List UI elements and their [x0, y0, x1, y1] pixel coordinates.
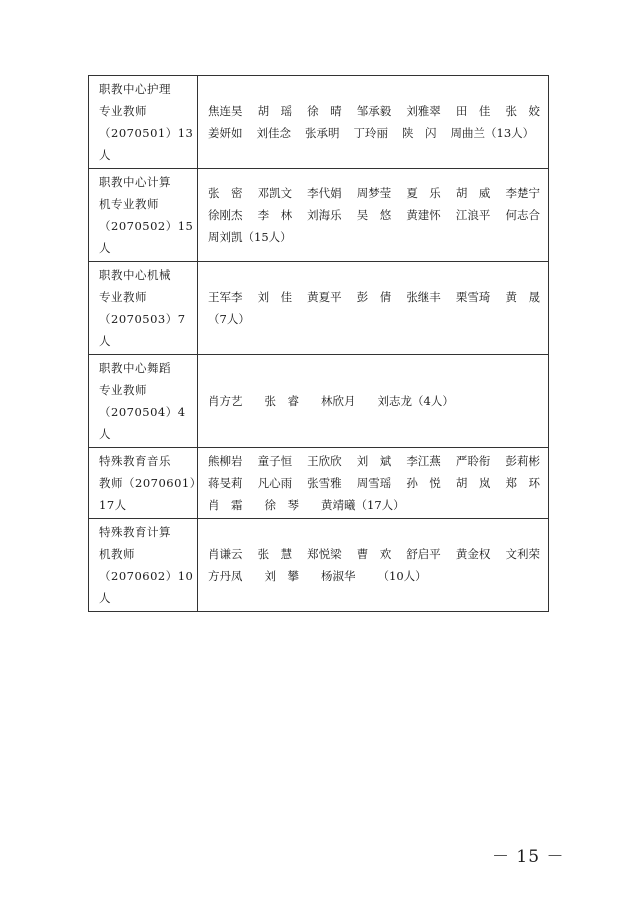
names-line [208, 286, 540, 308]
teacher-name: 郑 环 [505, 476, 540, 490]
table-row [89, 76, 549, 169]
names-line [208, 204, 540, 226]
table-row [89, 448, 549, 519]
position-text-line: 人 [99, 334, 111, 348]
teacher-name: 刘海乐 [307, 208, 342, 222]
names-line [208, 543, 540, 565]
position-cell [89, 76, 198, 169]
teacher-name: 徐 晴 [307, 104, 342, 118]
names-cell [198, 262, 549, 355]
position-text-line: 机教师 [99, 547, 135, 561]
teacher-name: 黄 晟 [505, 290, 540, 304]
teacher-name: 周雪瑶 [356, 476, 392, 490]
teacher-name: 肖谦云 [208, 547, 243, 561]
position-text-line: 人 [99, 148, 111, 162]
teacher-name: 文利荣 [505, 547, 540, 561]
teacher-name: 刘 攀 [264, 569, 299, 583]
teacher-name: 张继丰 [406, 290, 441, 304]
position-cell [89, 448, 202, 519]
teacher-name: 陕 闪 [402, 126, 437, 140]
position-text-line: 17人 [99, 498, 127, 512]
names-cell [198, 76, 549, 169]
teacher-name: 刘 佳 [257, 290, 293, 304]
teacher-name: 林欣月 [321, 394, 356, 408]
teacher-name: （7人） [208, 312, 250, 326]
teacher-name: 严聆衔 [455, 454, 491, 468]
teacher-name: 田 佳 [455, 104, 491, 118]
teacher-name: 孙 悦 [406, 476, 441, 490]
position-text-line: 人 [99, 241, 111, 255]
names-line [208, 494, 540, 516]
position-text-line: 人 [99, 591, 111, 605]
position-text-line: 机专业教师 [99, 197, 159, 211]
teacher-name: 黄金权 [455, 547, 491, 561]
names-cell [198, 355, 549, 448]
teacher-name: 张承明 [305, 126, 340, 140]
position-text-line: （2070503）7 [99, 312, 186, 326]
teacher-name: 丁玲丽 [353, 126, 388, 140]
teacher-name: 江浪平 [455, 208, 491, 222]
position-text-line: 专业教师 [99, 290, 147, 304]
teacher-name: 方丹凤 [208, 569, 243, 583]
position-text-line: 特殊教育音乐 [99, 454, 171, 468]
teacher-name: 夏 乐 [406, 186, 441, 200]
teacher-name: 黄夏平 [307, 290, 342, 304]
names-line [208, 100, 540, 122]
teacher-name: 胡 瑶 [257, 104, 293, 118]
teacher-name: 胡 威 [455, 186, 491, 200]
teacher-name: 栗雪琦 [455, 290, 491, 304]
teacher-name: 郑悦梁 [307, 547, 342, 561]
position-text-line: （2070602）10 [99, 569, 194, 583]
teacher-name: 熊柳岩 [208, 454, 243, 468]
teacher-name: 张 姣 [505, 104, 540, 118]
teacher-name: 张雪雅 [307, 476, 342, 490]
teacher-name: 胡 岚 [455, 476, 491, 490]
position-text-line: 特殊教育计算 [99, 525, 171, 539]
teacher-name: （10人） [377, 569, 427, 583]
teacher-name: 姜妍如 [208, 126, 243, 140]
teacher-name: 邹承毅 [356, 104, 392, 118]
teacher-name: 吴 悠 [356, 208, 392, 222]
position-cell [89, 169, 198, 262]
names-cell [198, 519, 549, 612]
teacher-name: 李江燕 [406, 454, 441, 468]
position-text-line: 人 [99, 427, 111, 441]
teacher-name: 焦连昊 [208, 104, 243, 118]
page-number: － 15 － [492, 847, 565, 867]
teacher-name: 徐刚杰 [208, 208, 243, 222]
teacher-name: 舒启平 [406, 547, 441, 561]
names-line [208, 122, 540, 144]
teacher-roster-table [88, 75, 549, 612]
teacher-name: 肖方艺 [208, 394, 243, 408]
names-line [208, 472, 540, 494]
names-line [208, 182, 540, 204]
teacher-name: 李代娟 [307, 186, 342, 200]
teacher-name: 黄靖曦（17人） [321, 498, 405, 512]
position-text-line: 教师（2070601） [99, 476, 202, 490]
teacher-name: 凡心雨 [257, 476, 293, 490]
position-text-line: 职教中心机械 [99, 268, 171, 282]
teacher-name: 黄建怀 [406, 208, 441, 222]
teacher-name: 刘 斌 [356, 454, 392, 468]
teacher-name: 徐 琴 [264, 498, 299, 512]
names-line [208, 565, 540, 587]
position-text-line: 职教中心计算 [99, 175, 171, 189]
teacher-name: 刘雅翠 [406, 104, 441, 118]
position-cell [89, 262, 198, 355]
names-cell [198, 169, 549, 262]
teacher-name: 王军李 [208, 290, 243, 304]
position-text-line: （2070501）13 [99, 126, 194, 140]
teacher-name: 童子恒 [257, 454, 293, 468]
position-text-line: （2070504）4 [99, 405, 186, 419]
teacher-name: 李楚宁 [505, 186, 540, 200]
roster-table-body [89, 76, 549, 612]
teacher-name: 杨淑华 [321, 569, 356, 583]
teacher-name: 蒋旻莉 [208, 476, 243, 490]
names-cell [198, 448, 549, 519]
names-line [208, 226, 540, 248]
position-cell [89, 355, 198, 448]
teacher-name: 李 林 [257, 208, 293, 222]
teacher-name: 刘志龙（4人） [377, 394, 454, 408]
position-text-line: 专业教师 [99, 383, 147, 397]
position-text-line: （2070502）15 [99, 219, 194, 233]
teacher-name: 张 慧 [257, 547, 293, 561]
position-cell [89, 519, 198, 612]
teacher-name: 何志合 [505, 208, 540, 222]
teacher-name: 曹 欢 [356, 547, 392, 561]
table-row [89, 355, 549, 448]
table-row [89, 519, 549, 612]
names-line [208, 450, 540, 472]
teacher-name: 张 睿 [264, 394, 299, 408]
position-text-line: 专业教师 [99, 104, 147, 118]
teacher-name: 周曲兰（13人） [450, 126, 535, 140]
names-line [208, 308, 540, 330]
position-text-line: 职教中心护理 [99, 82, 171, 96]
table-row [89, 262, 549, 355]
position-text-line: 职教中心舞蹈 [99, 361, 171, 375]
teacher-name: 周梦莹 [356, 186, 392, 200]
teacher-name: 周刘凯（15人） [208, 230, 292, 244]
names-line [208, 390, 540, 412]
teacher-name: 肖 霜 [208, 498, 243, 512]
teacher-name: 彭 倩 [356, 290, 392, 304]
teacher-name: 王欣欣 [307, 454, 342, 468]
teacher-name: 刘佳念 [256, 126, 291, 140]
table-row [89, 169, 549, 262]
teacher-name: 邓凯文 [257, 186, 293, 200]
teacher-name: 张 密 [208, 186, 243, 200]
teacher-name: 彭莉彬 [505, 454, 540, 468]
